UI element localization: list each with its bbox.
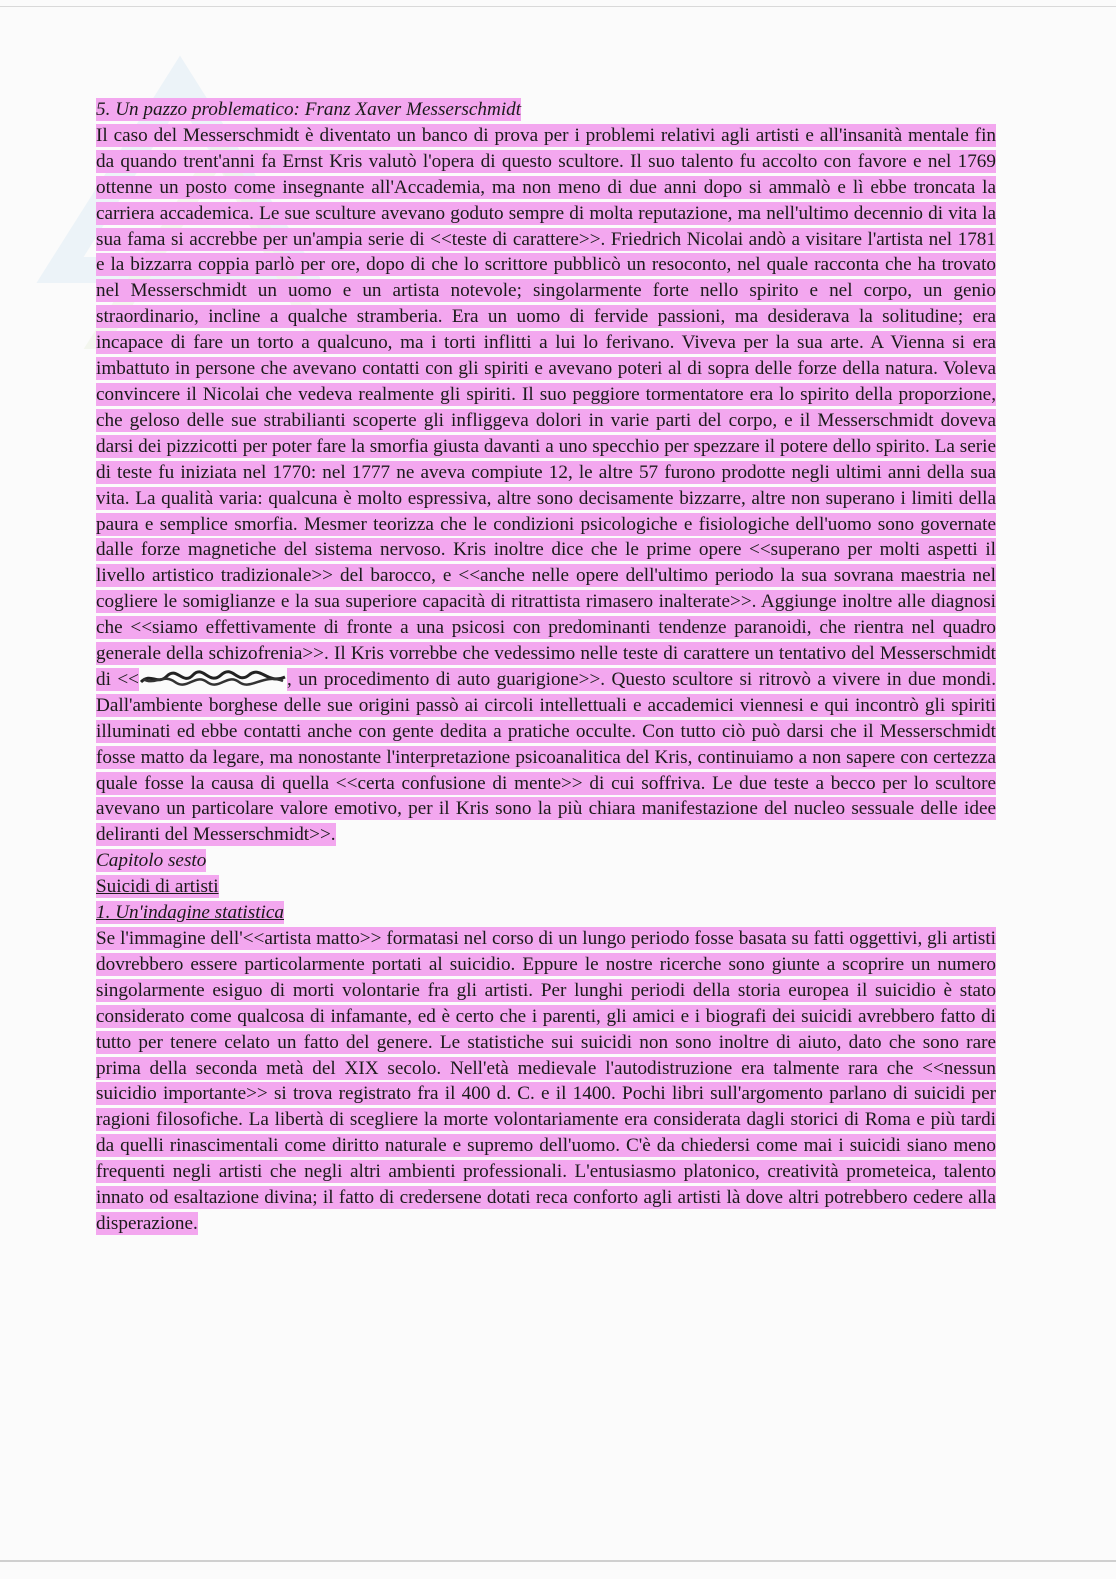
chapter-title: Suicidi di artisti bbox=[96, 876, 219, 898]
section-1-title: 1. Un'indagine statistica bbox=[96, 902, 284, 924]
section-5-paragraph bbox=[96, 123, 996, 848]
document-body bbox=[96, 97, 996, 1237]
section-5-title: 5. Un pazzo problematico: Franz Xaver Messerschmidt bbox=[96, 99, 522, 120]
page-bottom-edge bbox=[0, 1560, 1116, 1562]
page-top-edge bbox=[0, 6, 1116, 7]
section-5-text-part-2: , un procedimento di auto guarigione>>. Questo scultore si ritrovò a vivere in due mondi. Dall'ambiente borghese delle sue origini passò ai circoli intellettuali e accademici viennesi e qui incontrò gli spiriti illuminati ed ebbe contatti anche con gente dedita a pratiche occulte. Con tutto ciò può darsi che il Messerschmidt fosse matto da legare, ma nonostante l'interpretazione psicoanalitica del Kris, continuiamo a non sapere con certezza quale fosse la causa di quella <<certa confusione di mente>> di cui soffriva. Le due teste a becco per lo scultore avevano un particolare valore emotivo, per il Kris sono la più chiara manifestazione del nucleo sessuale delle idee deliranti del Messerschmidt>>. bbox=[96, 668, 996, 846]
section-5-text-part-1: Il caso del Messerschmidt è diventato un banco di prova per i problemi relativi agli artisti e all'insanità mentale fin da quando trent'anni fa Ernst Kris valutò l'opera di questo scultore. Il suo talento fu accolto con favore e nel 1769 ottenne un posto come insegnante all'Accademia, ma non meno di due anni dopo si ammalò e lì ebbe troncata la carriera accademica. Le sue sculture avevano goduto sempre di molta reputazione, ma nell'ultimo decennio di vita la sua fama si accrebbe per un'ampia serie di <<teste di carattere>>. Friedrich Nicolai andò a visitare l'artista nel 1781 e la bizzarra coppia parlò per ore, dopo di che lo scrittore pubblicò un resoconto, nel quale racconta che ha trovato nel Messerschmidt un uomo e un artista notevole; singolarmente forte nello spirito e nel corpo, un genio straordinario, incline a qualche stramberia. Era un uomo di fervide passioni, ma desiderava la solitudine; era incapace di fare un torto a qualcuno, ma i torti inflitti a lui lo ferivano. Viveva per la sua arte. A Vienna si era imbattuto in persone che avevano contatti con gli spiriti e avevano poteri al di sopra delle forze della natura. Voleva convincere il Nicolai che vedeva realmente gli spiriti. Il suo peggiore tormentatore era lo spirito della proporzione, che geloso delle sue strabilianti scoperte gli infliggeva dolori in varie parti del corpo, e il Messerschmidt doveva darsi dei pizzicotti per poter fare la smorfia giusta davanti a uno specchio per spezzare il potere dello spirito. La serie di teste fu iniziata nel 1770: nel 1777 ne aveva compiute 12, le altre 57 furono prodotte negli ultimi anni della sua vita. La qualità varia: qualcuna è molto espressiva, altre sono decisamente bizzarre, altre non superano i limiti della paura e semplice smorfia. Mesmer teorizza che le condizioni psicologiche e fisiologiche dell'uomo sono governate dalle forze magnetiche del sistema nervoso. Kris inoltre dice che le prime opere <<superano per molti aspetti il livello artistico tradizionale>> del barocco, e <<anche nelle opere dell'ultimo periodo la sua sovrana maestria nel cogliere le somiglianze e la sua superiore capacità di ritrattista rimasero inalterate>>. Aggiunge inoltre alle diagnosi che <<siamo effettivamente di fronte a una psicosi con predominanti tendenze paranoidi, che rientra nel quadro generale della schizofrenia>>. Il Kris vorrebbe che vedessimo nelle teste di carattere un tentativo del Messerschmidt di << bbox=[96, 124, 996, 690]
section-1-paragraph: Se l'immagine dell'<<artista matto>> formatasi nel corso di un lungo periodo fosse basata su fatti oggettivi, gli artisti dovrebbero essere particolarmente portati al suicidio. Eppure le nostre ricerche sono giunte a scoprire un numero singolarmente esiguo di morti volontarie fra gli artisti. Per lunghi periodi della storia europea il suicidio è stato considerato come qualcosa di infamante, ed è certo che i parenti, gli amici e i biografi dei suicidi avrebbero fatto di tutto per tenere celato un fatto del genere. Le statistiche sui suicidi non sono inoltre di aiuto, dato che sono rare prima della seconda metà del XIX secolo. Nell'età medievale l'autodistruzione era talmente rara che <<nessun suicidio importante>> si trova registrato fra il 400 d. C. e il 1400. Pochi libri sull'argomento parlano di suicidi per ragioni filosofiche. La libertà di scegliere la morte volontariamente era considerata dagli storici di Roma e più tardi da quelli rinascimentali come diritto naturale e supremo dell'uomo. C'è da chiedersi come mai i suicidi siano meno frequenti negli artisti che negli altri ambienti professionali. L'entusiasmo platonico, creatività prometeica, talento innato od esaltazione divina; il fatto di credersene dotati reca conforto agli artisti là dove altri potrebbero cedere alla disperazione. bbox=[96, 928, 996, 1234]
chapter-label: Capitolo sesto bbox=[96, 850, 207, 872]
scribbled-out-word bbox=[139, 670, 287, 688]
